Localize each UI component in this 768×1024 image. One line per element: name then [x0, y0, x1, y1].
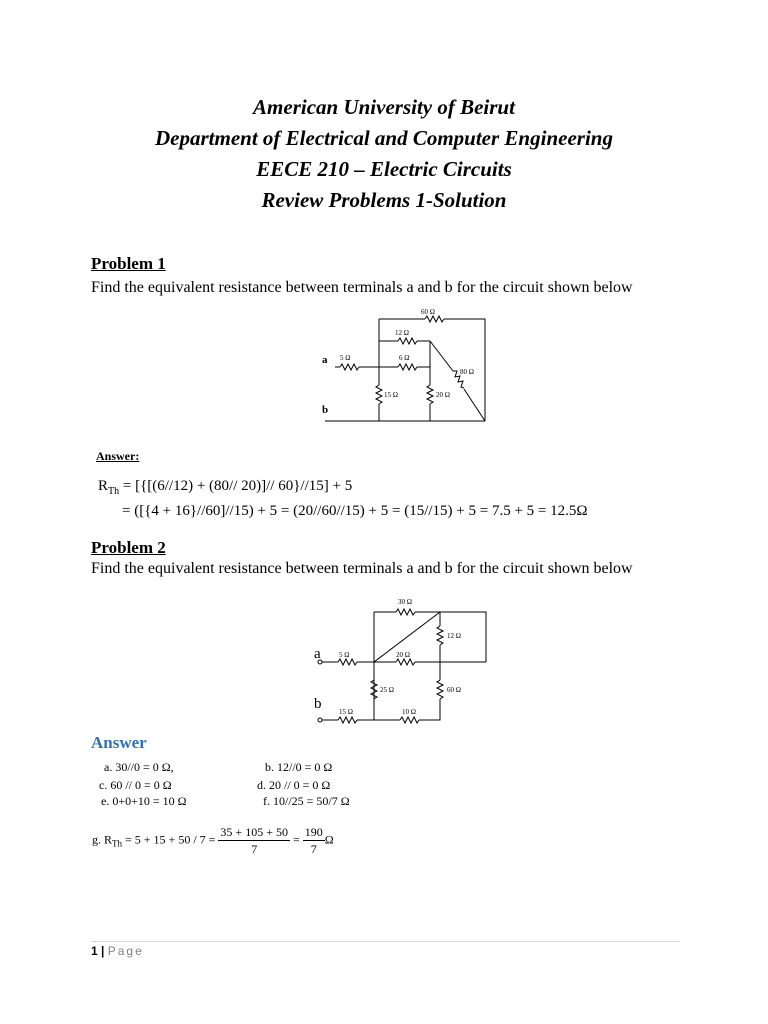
p2-label-12: 12 Ω: [447, 632, 461, 640]
answer-item-g: [92, 824, 334, 857]
g-fraction-2: [303, 824, 325, 857]
p1-label-20: 20 Ω: [436, 391, 450, 399]
answer-item-c: c. 60 // 0 = 0 Ω: [99, 778, 172, 792]
p1-label-80: 80 Ω: [460, 368, 474, 376]
g-expression: = 5 + 15 + 50 / 7 =: [122, 832, 219, 847]
problem2-text: Find the equivalent resistance between terminals a and b for the circuit shown below: [91, 560, 633, 577]
g-denominator-1: 7: [251, 842, 258, 856]
p2-terminal-a: a: [314, 646, 321, 662]
rth-subscript: Th: [108, 486, 120, 497]
p2-label-10: 10 Ω: [402, 708, 416, 716]
p1-terminal-b: b: [322, 404, 329, 416]
p1-label-5: 5 Ω: [340, 354, 351, 362]
university-name: American University of Beirut: [253, 95, 515, 119]
p1-label-15: 15 Ω: [384, 391, 398, 399]
g-numerator-1: 35 + 105 + 50: [220, 825, 288, 839]
p2-label-15: 15 Ω: [339, 708, 353, 716]
g-equals: =: [289, 832, 303, 847]
rth-expression: = [{[(6//12) + (80// 20)]// 60}//15] + 5: [119, 478, 353, 494]
answer-item-e: e. 0+0+10 = 10 Ω: [101, 794, 187, 808]
footer-divider: [91, 941, 680, 942]
page-footer: [91, 944, 144, 958]
p2-label-5: 5 Ω: [339, 651, 350, 659]
g-numerator-2: 190: [304, 825, 323, 839]
problem1-equation-line2: = ([{4 + 16}//60]//15) + 5 = (20//60//15) + 5 = (15//15) + 5 = 7.5 + 5 = 12.5Ω: [122, 503, 588, 519]
problem2-answer-label: Answer: [91, 733, 147, 752]
p1-label-6: 6 Ω: [399, 354, 410, 362]
p2-label-30: 30 Ω: [398, 598, 412, 606]
document-title: Review Problems 1-Solution: [261, 188, 507, 212]
problem1-equation-line1: [98, 478, 352, 497]
problem1-circuit-diagram: [315, 305, 495, 430]
g-denominator-2: 7: [310, 842, 317, 856]
department-name: Department of Electrical and Computer Engineering: [155, 126, 613, 150]
page-separator: |: [97, 944, 108, 958]
answer-item-b: b. 12//0 = 0 Ω: [265, 760, 333, 774]
p2-label-20: 20 Ω: [396, 651, 410, 659]
g-unit: Ω: [324, 832, 334, 847]
page-number: 1: [91, 944, 98, 958]
problem1-text: Find the equivalent resistance between terminals a and b for the circuit shown below: [91, 279, 633, 296]
rth-symbol: R: [98, 478, 109, 494]
problem2-title: Problem 2: [91, 538, 166, 557]
p1-terminal-a: a: [322, 354, 328, 366]
answer-item-f: f. 10//25 = 50/7 Ω: [263, 794, 350, 808]
p2-label-25: 25 Ω: [380, 686, 394, 694]
page-word: Page: [107, 944, 144, 958]
p2-label-60: 60 Ω: [447, 686, 461, 694]
problem2-circuit-diagram: [310, 594, 500, 728]
g-fraction-1: [218, 824, 290, 857]
answer-item-d: d. 20 // 0 = 0 Ω: [257, 778, 331, 792]
p1-label-12: 12 Ω: [395, 329, 409, 337]
p1-label-60: 60 Ω: [421, 308, 435, 316]
problem1-title: Problem 1: [91, 254, 166, 273]
p2-terminal-b: b: [314, 696, 322, 712]
g-prefix: g. R: [92, 832, 113, 847]
problem1-answer-label: Answer:: [96, 449, 140, 463]
course-title: EECE 210 – Electric Circuits: [256, 157, 512, 181]
g-subscript: Th: [112, 838, 123, 849]
answer-item-a: a. 30//0 = 0 Ω,: [104, 760, 174, 774]
